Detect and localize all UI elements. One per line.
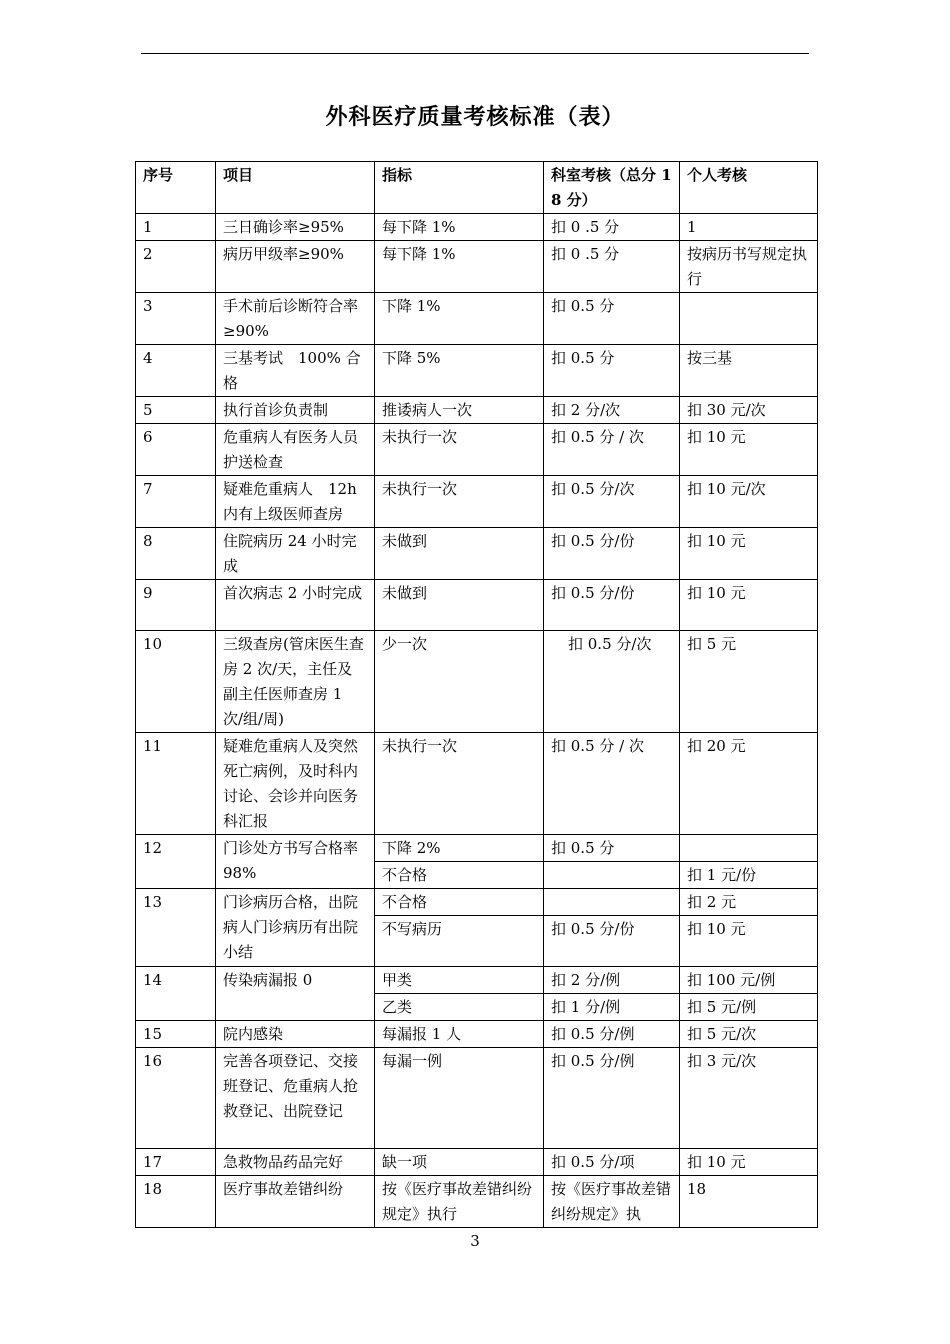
row-item: 传染病漏报 0 xyxy=(216,967,375,1021)
row-item: 门诊病历合格，出院病人门诊病历有出院小结 xyxy=(216,889,375,967)
row-item: 手术前后诊断符合率≥90% xyxy=(216,293,375,345)
row-no: 17 xyxy=(136,1149,216,1176)
row-item: 疑难危重病人及突然死亡病例，及时科内讨论、会诊并向医务科汇报 xyxy=(216,733,375,835)
table-row xyxy=(136,528,818,580)
row-personal: 按病历书写规定执行 xyxy=(680,241,818,293)
table-row xyxy=(136,424,818,476)
row-item: 医疗事故差错纠纷 xyxy=(216,1176,375,1228)
row-personal: 扣 5 元/次 xyxy=(680,1021,818,1048)
row-item: 院内感染 xyxy=(216,1021,375,1048)
row-dept: 扣 0 .5 分 xyxy=(544,241,680,293)
row-no: 2 xyxy=(136,241,216,293)
row-indicator: 下降 2% xyxy=(375,835,544,862)
row-no: 9 xyxy=(136,580,216,631)
table-row xyxy=(136,835,818,862)
row-indicator: 每下降 1% xyxy=(375,241,544,293)
row-indicator: 下降 1% xyxy=(375,293,544,345)
row-no: 1 xyxy=(136,214,216,241)
row-personal: 扣 30 元/次 xyxy=(680,397,818,424)
row-dept: 按《医疗事故差错纠纷规定》执 xyxy=(544,1176,680,1228)
table-row xyxy=(136,241,818,293)
row-indicator: 推诿病人一次 xyxy=(375,397,544,424)
row-personal: 扣 5 元/例 xyxy=(680,994,818,1021)
row-no: 6 xyxy=(136,424,216,476)
row-item: 三基考试 100% 合格 xyxy=(216,345,375,397)
row-personal: 扣 10 元 xyxy=(680,424,818,476)
header-dept: 科室考核（总分 18 分） xyxy=(544,162,680,214)
row-no: 5 xyxy=(136,397,216,424)
row-indicator: 下降 5% xyxy=(375,345,544,397)
row-personal: 扣 10 元 xyxy=(680,916,818,967)
table-row xyxy=(136,476,818,528)
row-no: 16 xyxy=(136,1048,216,1149)
row-item: 三日确诊率≥95% xyxy=(216,214,375,241)
row-item: 执行首诊负责制 xyxy=(216,397,375,424)
row-personal: 扣 10 元 xyxy=(680,1149,818,1176)
assessment-table xyxy=(135,161,818,1228)
row-dept: 扣 0.5 分 xyxy=(544,835,680,862)
table-row xyxy=(136,1048,818,1149)
row-item: 三级查房(管床医生查房 2 次/天，主任及副主任医师查房 1 次/组/周) xyxy=(216,631,375,733)
row-dept: 扣 0.5 分 / 次 xyxy=(544,733,680,835)
header-personal: 个人考核 xyxy=(680,162,818,214)
row-personal: 1 xyxy=(680,214,818,241)
row-dept: 扣 2 分/例 xyxy=(544,967,680,994)
row-item: 住院病历 24 小时完成 xyxy=(216,528,375,580)
row-personal: 扣 100 元/例 xyxy=(680,967,818,994)
row-indicator: 未做到 xyxy=(375,580,544,631)
row-personal: 扣 2 元 xyxy=(680,889,818,916)
row-dept: 扣 1 分/例 xyxy=(544,994,680,1021)
table-row xyxy=(136,345,818,397)
table-row xyxy=(136,733,818,835)
row-indicator: 乙类 xyxy=(375,994,544,1021)
row-indicator: 每漏一例 xyxy=(375,1048,544,1149)
row-indicator: 不合格 xyxy=(375,889,544,916)
row-item: 疑难危重病人 12h 内有上级医师查房 xyxy=(216,476,375,528)
row-dept: 扣 0.5 分 xyxy=(544,293,680,345)
table-row xyxy=(136,631,818,733)
header-indicator: 指标 xyxy=(375,162,544,214)
row-dept: 扣 0.5 分/例 xyxy=(544,1021,680,1048)
row-indicator: 少一次 xyxy=(375,631,544,733)
row-indicator: 未执行一次 xyxy=(375,424,544,476)
row-no: 3 xyxy=(136,293,216,345)
row-dept: 扣 0.5 分 / 次 xyxy=(544,424,680,476)
row-dept: 扣 0.5 分 xyxy=(544,345,680,397)
row-no: 14 xyxy=(136,967,216,1021)
header-rule xyxy=(141,53,809,54)
page-number: 3 xyxy=(470,1232,480,1250)
row-personal: 扣 1 元/份 xyxy=(680,862,818,889)
row-dept: 扣 0.5 分/份 xyxy=(544,580,680,631)
row-dept: 扣 0 .5 分 xyxy=(544,214,680,241)
row-dept xyxy=(544,862,680,889)
row-personal: 扣 10 元/次 xyxy=(680,476,818,528)
row-indicator: 未做到 xyxy=(375,528,544,580)
row-item: 首次病志 2 小时完成 xyxy=(216,580,375,631)
table-row xyxy=(136,1176,818,1228)
row-no: 13 xyxy=(136,889,216,967)
row-indicator: 未执行一次 xyxy=(375,476,544,528)
row-personal: 18 xyxy=(680,1176,818,1228)
row-indicator: 每漏报 1 人 xyxy=(375,1021,544,1048)
row-dept: 扣 0.5 分/例 xyxy=(544,1048,680,1149)
row-personal xyxy=(680,293,818,345)
row-personal: 扣 10 元 xyxy=(680,528,818,580)
row-no: 10 xyxy=(136,631,216,733)
row-item: 完善各项登记、交接班登记、危重病人抢救登记、出院登记 xyxy=(216,1048,375,1149)
row-indicator: 每下降 1% xyxy=(375,214,544,241)
row-dept: 扣 0.5 分/次 xyxy=(544,631,680,733)
row-personal: 扣 20 元 xyxy=(680,733,818,835)
header-no: 序号 xyxy=(136,162,216,214)
table-row xyxy=(136,1021,818,1048)
row-item: 病历甲级率≥90% xyxy=(216,241,375,293)
row-dept xyxy=(544,889,680,916)
row-dept: 扣 0.5 分/次 xyxy=(544,476,680,528)
table-row xyxy=(136,214,818,241)
row-dept: 扣 2 分/次 xyxy=(544,397,680,424)
table-row xyxy=(136,397,818,424)
row-personal: 扣 5 元 xyxy=(680,631,818,733)
row-no: 18 xyxy=(136,1176,216,1228)
row-no: 12 xyxy=(136,835,216,889)
header-item: 项目 xyxy=(216,162,375,214)
row-personal xyxy=(680,835,818,862)
row-no: 8 xyxy=(136,528,216,580)
row-personal: 扣 10 元 xyxy=(680,580,818,631)
row-indicator: 缺一项 xyxy=(375,1149,544,1176)
table-row xyxy=(136,889,818,916)
row-item: 门诊处方书写合格率 98% xyxy=(216,835,375,889)
table-row xyxy=(136,580,818,631)
row-indicator: 按《医疗事故差错纠纷规定》执行 xyxy=(375,1176,544,1228)
document-title: 外科医疗质量考核标准（表） xyxy=(325,104,625,130)
row-dept: 扣 0.5 分/项 xyxy=(544,1149,680,1176)
row-indicator: 甲类 xyxy=(375,967,544,994)
row-item: 急救物品药品完好 xyxy=(216,1149,375,1176)
row-no: 11 xyxy=(136,733,216,835)
table-row xyxy=(136,1149,818,1176)
header-row xyxy=(136,162,818,214)
row-indicator: 不写病历 xyxy=(375,916,544,967)
row-dept: 扣 0.5 分/份 xyxy=(544,528,680,580)
row-indicator: 未执行一次 xyxy=(375,733,544,835)
row-no: 7 xyxy=(136,476,216,528)
row-no: 4 xyxy=(136,345,216,397)
row-personal: 扣 3 元/次 xyxy=(680,1048,818,1149)
row-no: 15 xyxy=(136,1021,216,1048)
table-row xyxy=(136,967,818,994)
row-personal: 按三基 xyxy=(680,345,818,397)
table-row xyxy=(136,293,818,345)
row-item: 危重病人有医务人员护送检查 xyxy=(216,424,375,476)
row-indicator: 不合格 xyxy=(375,862,544,889)
row-dept: 扣 0.5 分/份 xyxy=(544,916,680,967)
